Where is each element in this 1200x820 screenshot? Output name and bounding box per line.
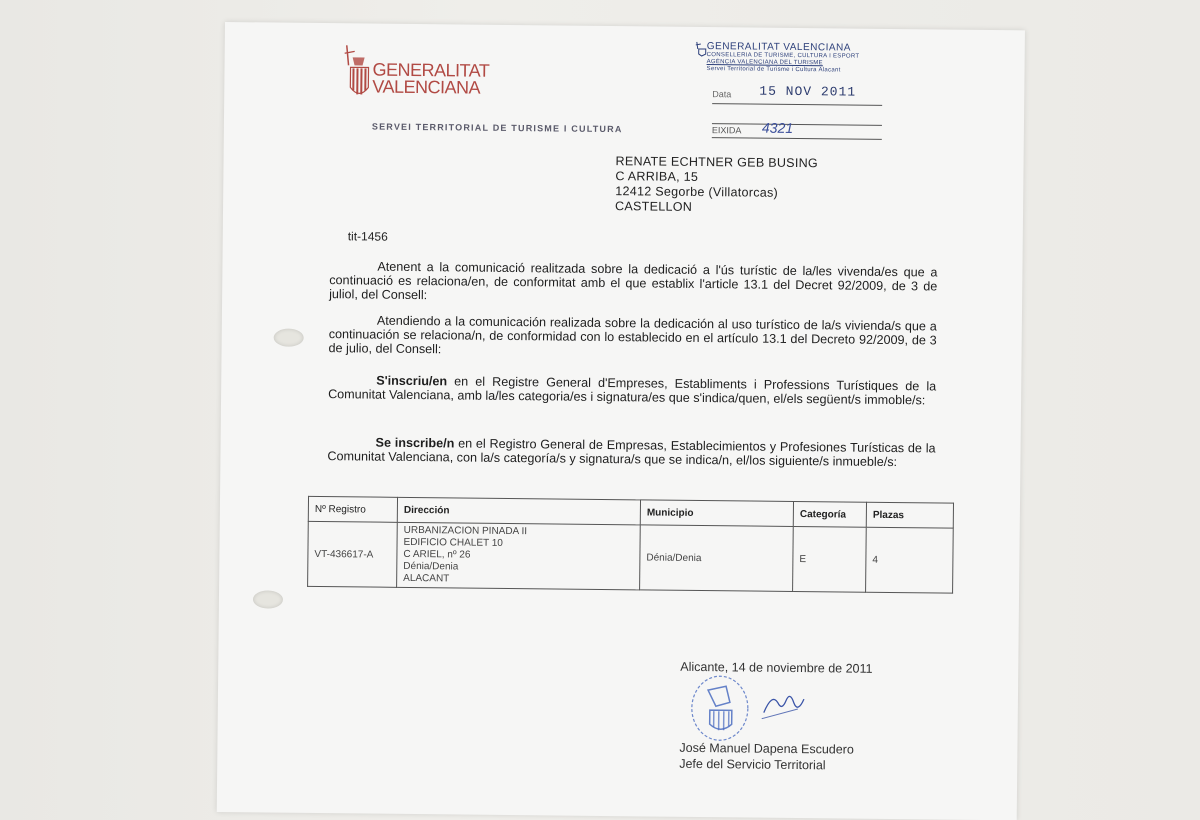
- stamp-date-rule: [712, 103, 882, 106]
- cell-categoria: E: [793, 526, 867, 592]
- recipient-province: CASTELLON: [615, 199, 693, 214]
- stamp-line-4: Servei Territorial de Turisme i Cultura Alacant: [706, 66, 841, 74]
- address-line: C ARIEL, nº 26: [403, 548, 471, 561]
- registry-stamp: [706, 41, 859, 75]
- cell-registro: VT-436617-A: [308, 521, 398, 587]
- address-line: ALACANT: [403, 572, 450, 585]
- generalitat-emblem-icon: [342, 43, 373, 103]
- stamp-exit-number: 4321: [761, 119, 794, 136]
- cell-municipio: Dénia/Denia: [640, 525, 794, 592]
- stamp-exit-rule: [712, 137, 882, 140]
- registry-table: [307, 496, 954, 594]
- logo-line-1: GENERALITAT: [372, 59, 490, 81]
- header-plazas: Plazas: [866, 502, 953, 528]
- table-row: [308, 521, 954, 593]
- stamp-line-1: GENERALITAT VALENCIANA: [706, 41, 852, 54]
- paragraph-spanish-2: [327, 435, 935, 469]
- punch-hole: [253, 590, 283, 608]
- service-name: SERVEI TERRITORIAL DE TURISME I CULTURA: [371, 121, 623, 135]
- header-municipio: Municipio: [640, 500, 793, 527]
- recipient-address: [615, 154, 818, 216]
- address-line: Dénia/Denia: [403, 560, 459, 573]
- reference-code: tit-1456: [347, 229, 388, 244]
- punch-hole: [274, 329, 304, 347]
- recipient-name: RENATE ECHTNER GEB BUSING: [615, 154, 819, 171]
- stamp-line-2: CONSELLERIA DE TURISME, CULTURA I ESPORT: [706, 52, 860, 60]
- logo-text: [372, 59, 490, 98]
- signatory: [679, 740, 854, 774]
- recipient-street: C ARRIBA, 15: [615, 169, 699, 184]
- paragraph-text: en el Registre General d'Empreses, Establiments i Professions Turístiques de la Comunitat Valenciana, amb la/les categoria/es i signatura/es que s'indica/quen, el/els següent/s immoble/s:: [328, 374, 937, 408]
- cell-plazas: 4: [866, 527, 954, 593]
- stamp-emblem-icon: [695, 41, 707, 57]
- signatory-name: José Manuel Dapena Escudero: [679, 740, 854, 757]
- official-seal-icon: [685, 672, 816, 748]
- address-line: URBANIZACION PINADA II: [403, 524, 528, 538]
- address-line: EDIFICIO CHALET 10: [403, 536, 503, 549]
- paragraph-text: Atendiendo a la comunicación realizada sobre la dedicación al uso turístico de la/s vivienda/s que a continuación se relaciona/n, de conformidad con lo establecido en el artículo 13.1 del Decreto 92/2009, de 3 de julio, del Consell:: [328, 313, 937, 357]
- paragraph-bold: S'inscriu/en: [376, 373, 448, 389]
- document-page: [217, 22, 1025, 820]
- stamp-line-3: AGÈNCIA VALENCIANA DEL TURISME: [706, 59, 823, 67]
- logo-line-2: VALENCIANA: [372, 76, 481, 98]
- paragraph-spanish-1: [329, 313, 937, 361]
- paragraph-text: en el Registro General de Empresas, Establecimientos y Profesiones Turísticas de la Comunitat Valenciana, con la/s categoría/s y signatura/s que se indica/n, el/los siguiente/s inmueble/s:: [327, 436, 936, 470]
- paragraph-text: Atenent a la comunicació realitzada sobre la dedicació a l'ús turístic de la/les vivenda/es que a continuació es relaciona/en, de conformitat amb el que establix l'article 13.1 del Decret 92/2009, de 3 de juliol, del Consell:: [329, 259, 938, 303]
- place-date: Alicante, 14 de noviembre de 2011: [680, 659, 873, 676]
- header-categoria: Categoría: [793, 501, 866, 527]
- stamp-exit-label: EIXIDA: [711, 125, 742, 136]
- paragraph-bold: Se inscribe/n: [375, 435, 455, 451]
- header-registro: Nº Registro: [308, 496, 397, 522]
- stamp-date-value: 15 NOV 2011: [759, 83, 857, 100]
- cell-direccion: [397, 522, 641, 590]
- stamp-date-label: Data: [712, 89, 732, 100]
- paragraph-valencian-1: [329, 259, 937, 307]
- header-direccion: Dirección: [397, 497, 640, 525]
- signatory-title: Jefe del Servicio Territorial: [679, 756, 826, 773]
- paragraph-valencian-2: [328, 373, 936, 407]
- recipient-city: 12412 Segorbe (Villatorcas): [615, 184, 779, 200]
